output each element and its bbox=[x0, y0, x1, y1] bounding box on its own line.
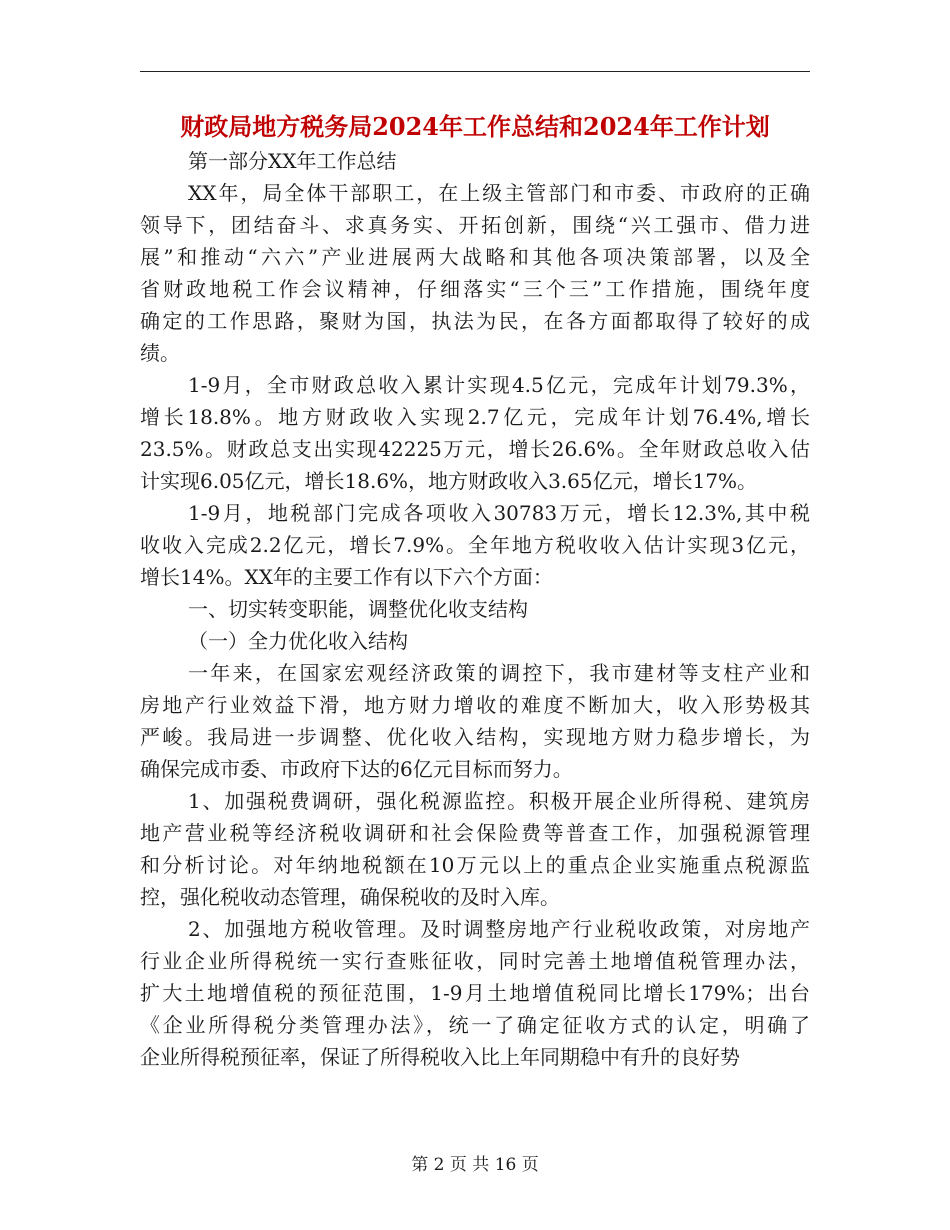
paragraph-line: 省财政地税工作会议精神，仔细落实“三个三”工作措施，围绕年度 bbox=[140, 277, 810, 301]
paragraph-line: 和分析讨论。对年纳地税额在10万元以上的重点企业实施重点税源监 bbox=[140, 853, 810, 877]
paragraph-line: 地产营业税等经济税收调研和社会保险费等普查工作，加强税源管理 bbox=[140, 821, 810, 845]
paragraph-line: 1、加强税费调研，强化税源监控。积极开展企业所得税、建筑房 bbox=[188, 789, 810, 813]
paragraph-line: 一、切实转变职能，调整优化收支结构 bbox=[188, 597, 528, 621]
paragraph bbox=[140, 177, 810, 369]
paragraph bbox=[140, 913, 810, 1073]
paragraph bbox=[140, 593, 810, 625]
paragraph-line: 扩大土地增值税的预征范围，1-9月土地增值税同比增长179%；出台 bbox=[140, 981, 810, 1005]
paragraph-line: XX年，局全体干部职工，在上级主管部门和市委、市政府的正确 bbox=[188, 181, 810, 205]
paragraph-line: （一）全力优化收入结构 bbox=[188, 629, 408, 653]
paragraph-line: 绩。 bbox=[140, 341, 180, 365]
paragraph-line: 第一部分XX年工作总结 bbox=[188, 149, 397, 173]
paragraph-line: 严峻。我局进一步调整、优化收入结构，实现地方财力稳步增长，为 bbox=[140, 725, 810, 749]
paragraph-line: 1-9月，全市财政总收入累计实现4.5亿元，完成年计划79.3%， bbox=[188, 373, 810, 397]
paragraph-line: 确保完成市委、市政府下达的6亿元目标而努力。 bbox=[140, 757, 573, 781]
paragraph-line: 1-9月，地税部门完成各项收入30783万元，增长12.3%,其中税 bbox=[188, 501, 810, 525]
paragraph-line: 企业所得税预征率，保证了所得税收入比上年同期稳中有升的良好势 bbox=[140, 1045, 740, 1069]
paragraph-line: 《企业所得税分类管理办法》，统一了确定征收方式的认定，明确了 bbox=[140, 1013, 810, 1037]
paragraph-line: 2、加强地方税收管理。及时调整房地产行业税收政策，对房地产 bbox=[188, 917, 810, 941]
paragraph-line: 领导下，团结奋斗、求真务实、开拓创新，围绕“兴工强市、借力进 bbox=[140, 213, 810, 237]
paragraph-line: 展”和推动“六六”产业进展两大战略和其他各项决策部署，以及全 bbox=[140, 245, 810, 269]
paragraph bbox=[140, 625, 810, 657]
paragraph-line: 计实现6.05亿元，增长18.6%，地方财政收入3.65亿元，增长17%。 bbox=[140, 469, 758, 493]
paragraph bbox=[140, 657, 810, 785]
paragraph-line: 增长14%。XX年的主要工作有以下六个方面： bbox=[140, 565, 553, 589]
header-rule bbox=[140, 71, 810, 72]
paragraph-line: 一年来，在国家宏观经济政策的调控下，我市建材等支柱产业和 bbox=[188, 661, 810, 685]
page-number: 第 2 页 共 16 页 bbox=[411, 1155, 539, 1175]
paragraph bbox=[140, 369, 810, 497]
paragraph-line: 增长18.8%。地方财政收入实现2.7亿元，完成年计划76.4%,增长 bbox=[140, 405, 810, 429]
document-body bbox=[140, 145, 810, 1073]
paragraph-line: 确定的工作思路，聚财为国，执法为民，在各方面都取得了较好的成 bbox=[140, 309, 810, 333]
paragraph bbox=[140, 785, 810, 913]
paragraph-line: 23.5%。财政总支出实现42225万元，增长26.6%。全年财政总收入估 bbox=[140, 437, 810, 461]
paragraph-line: 控，强化税收动态管理，确保税收的及时入库。 bbox=[140, 885, 560, 909]
document-title: 财政局地方税务局2024年工作总结和2024年工作计划 bbox=[180, 112, 770, 141]
paragraph-line: 行业企业所得税统一实行查账征收，同时完善土地增值税管理办法， bbox=[140, 949, 810, 973]
paragraph bbox=[140, 497, 810, 593]
paragraph-line: 收收入完成2.2亿元，增长7.9%。全年地方税收收入估计实现3亿元， bbox=[140, 533, 810, 557]
paragraph-line: 房地产行业效益下滑，地方财力增收的难度不断加大，收入形势极其 bbox=[140, 693, 810, 717]
paragraph bbox=[140, 145, 810, 177]
